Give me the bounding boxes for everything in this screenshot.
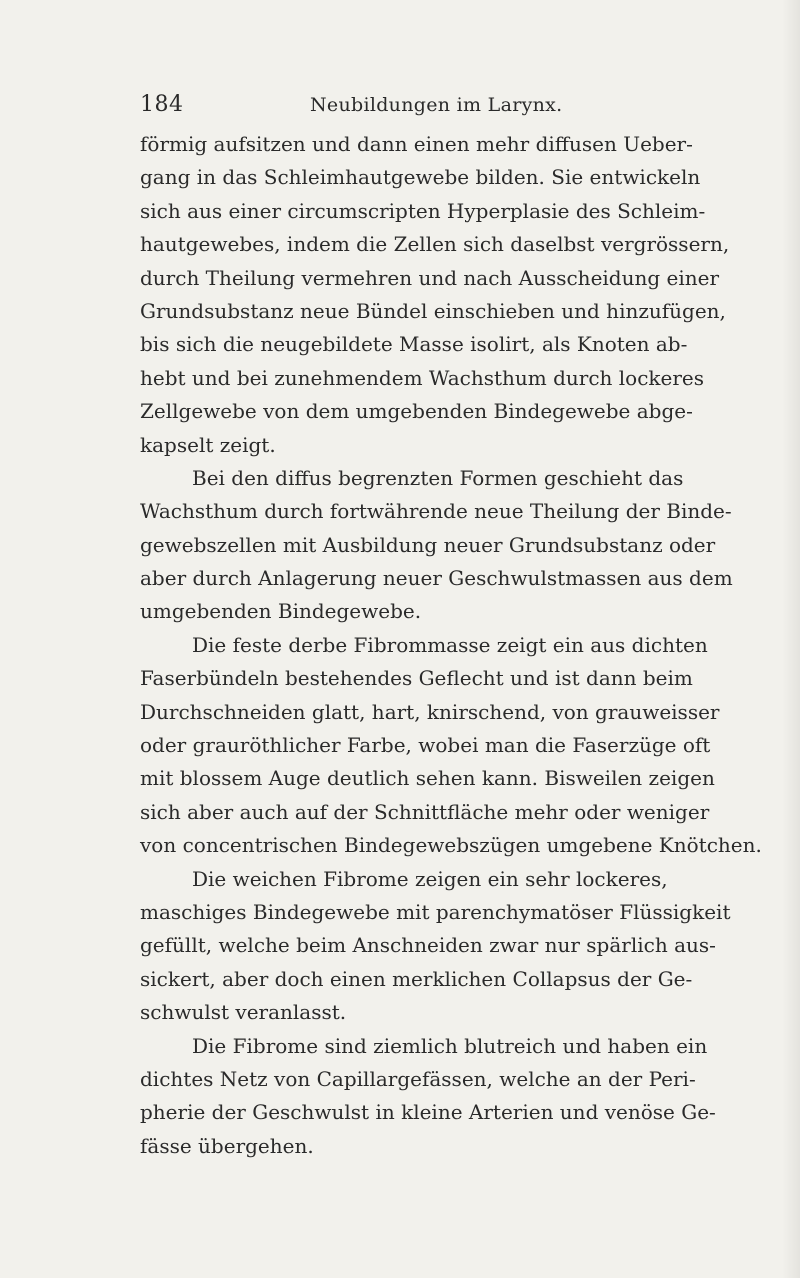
text-line: sich aus einer circumscripten Hyperplasie des Schleim-: [140, 198, 706, 223]
text-line: Die weichen Fibrome zeigen ein sehr lockeres,: [192, 866, 668, 891]
text-line: bis sich die neugebildete Masse isolirt, als Knoten ab-: [140, 332, 688, 357]
text-line: umgebenden Bindegewebe.: [140, 599, 422, 624]
text-line: förmig aufsitzen und dann einen mehr diffusen Ueber-: [140, 132, 693, 156]
page-edge-shadow: [782, 0, 800, 1278]
text-line: gang in das Schleimhautgewebe bilden. Sie entwickeln: [140, 165, 701, 190]
page-number: 184: [140, 92, 184, 117]
text-line: fässe übergehen.: [140, 1133, 314, 1158]
text-line: maschiges Bindegewebe mit parenchymatöser Flüssigkeit: [140, 899, 731, 924]
body-text: [140, 128, 762, 1163]
text-line: Die feste derbe Fibrommasse zeigt ein aus dichten: [192, 632, 708, 657]
running-title: Neubildungen im Larynx.: [310, 94, 563, 116]
text-line: sich aber auch auf der Schnittfläche mehr oder weniger: [140, 799, 710, 824]
text-line: kapselt zeigt.: [140, 432, 276, 457]
text-line: gefüllt, welche beim Anschneiden zwar nur spärlich aus-: [140, 933, 716, 958]
text-line: mit blossem Auge deutlich sehen kann. Bisweilen zeigen: [140, 766, 715, 791]
text-line: oder grauröthlicher Farbe, wobei man die Faserzüge oft: [140, 733, 711, 758]
page-header: [140, 92, 660, 122]
text-line: durch Theilung vermehren und nach Ausscheidung einer: [140, 265, 720, 290]
text-line: sickert, aber doch einen merklichen Collapsus der Ge-: [140, 966, 693, 991]
text-line: von concentrischen Bindegewebszügen umgebene Knötchen.: [140, 833, 762, 858]
text-line: Die Fibrome sind ziemlich blutreich und haben ein: [192, 1033, 708, 1058]
text-line: Faserbündeln bestehendes Geflecht und ist dann beim: [140, 666, 693, 691]
text-line: Durchschneiden glatt, hart, knirschend, von grauweisser: [140, 699, 720, 724]
text-line: Wachsthum durch fortwährende neue Theilung der Binde-: [140, 499, 732, 524]
text-line: Grundsubstanz neue Bündel einschieben und hinzufügen,: [140, 298, 726, 323]
text-line: Bei den diffus begrenzten Formen geschieht das: [192, 465, 684, 490]
text-line: pherie der Geschwulst in kleine Arterien und venöse Ge-: [140, 1100, 716, 1125]
text-line: schwulst veranlasst.: [140, 1000, 347, 1025]
text-line: dichtes Netz von Capillargefässen, welche an der Peri-: [140, 1066, 696, 1091]
text-line: aber durch Anlagerung neuer Geschwulstmassen aus dem: [140, 566, 733, 591]
text-line: gewebszellen mit Ausbildung neuer Grundsubstanz oder: [140, 532, 716, 557]
text-line: Zellgewebe von dem umgebenden Bindegewebe abge-: [140, 399, 693, 424]
text-line: hautgewebes, indem die Zellen sich daselbst vergrössern,: [140, 232, 730, 257]
text-line: hebt und bei zunehmendem Wachsthum durch lockeres: [140, 365, 705, 390]
